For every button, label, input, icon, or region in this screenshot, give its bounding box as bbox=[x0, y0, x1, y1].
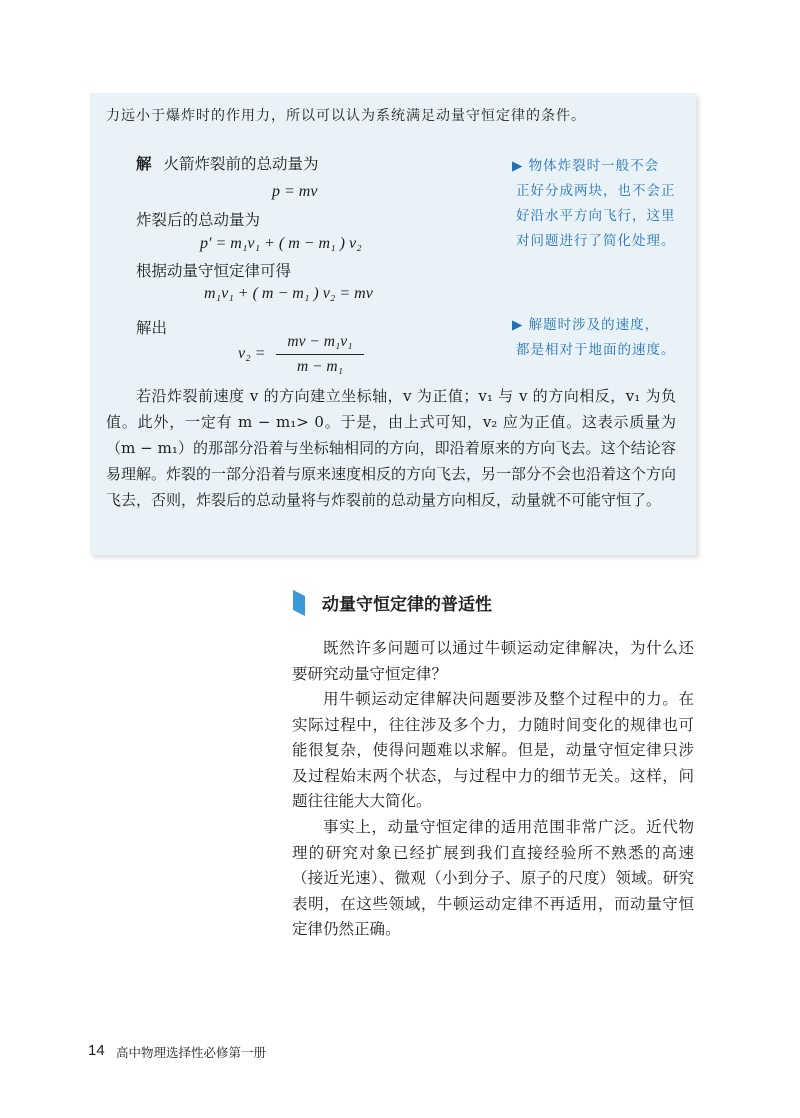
equation-1: p = mv bbox=[272, 183, 318, 200]
side-note-1-line-2: 正好分成两块，也不会正 bbox=[516, 183, 676, 199]
box-discussion-paragraph: 若沿炸裂前速度 v 的方向建立坐标轴，v 为正值；v₁ 与 v 的方向相反，v₁ 为负值。此外，一定有 m − m₁> 0。于是，由上式可知，v₂ 应为正值。这表示质量为（m − m₁）的那部分沿着与坐标轴相同的方向，即沿着原来的方向飞去。这个结论容易理解。炸裂的一部分沿着与原来速度相反的方向飞去，另一部分不会也沿着这个方向飞去，否则，炸裂后的总动量将与炸裂前的总动量方向相反，动量就不可能守恒了。 bbox=[106, 387, 677, 509]
equation-4-lhs: v₂ = bbox=[238, 345, 266, 362]
solution-step-4: 解出 bbox=[136, 319, 168, 337]
equation-2: p′ = m₁v₁ + ( m − m₁ ) v₂ bbox=[200, 235, 362, 252]
section-paragraph-2: 用牛顿运动定律解决问题要涉及整个过程中的力。在实际过程中，往往涉及多个力，力随时间变化的规律也可能很复杂，使得问题难以求解。但是，动量守恒定律只涉及过程始末两个状态，与过程中力的细节无关。这样，问题往往能大大简化。 bbox=[292, 690, 694, 810]
page-number: 14 bbox=[88, 1042, 105, 1059]
step1-text: 火箭炸裂前的总动量为 bbox=[163, 155, 319, 173]
section-marker-icon bbox=[293, 590, 305, 616]
section-title: 动量守恒定律的普适性 bbox=[322, 595, 492, 615]
box-intro: 力远小于爆炸时的作用力，所以可以认为系统满足动量守恒定律的条件。 bbox=[106, 108, 586, 124]
section-paragraph-3: 事实上，动量守恒定律的适用范围非常广泛。近代物理的研究对象已经扩展到我们直接经验所不熟悉的高速（接近光速）、微观（小到分子、原子的尺度）领域。研究表明，在这些领域，牛顿运动定律不再适用，而动量守恒定律仍然正确。 bbox=[292, 818, 694, 938]
side-note-1-line-4: 对问题进行了简化处理。 bbox=[516, 233, 676, 249]
solution-step-3: 根据动量守恒定律可得 bbox=[136, 262, 292, 280]
equation-4-numerator: mv − m₁v₁ bbox=[287, 333, 353, 350]
solution-label: 解 bbox=[136, 154, 152, 173]
solution-step-2: 炸裂后的总动量为 bbox=[136, 211, 261, 229]
side-note-2-line-1: ▶ 解题时涉及的速度， bbox=[512, 317, 660, 333]
equation-4-denominator: m − m₁ bbox=[297, 358, 343, 375]
fraction-bar bbox=[276, 354, 364, 355]
side-note-1-line-3: 好沿水平方向飞行，这里 bbox=[516, 208, 676, 224]
book-title: 高中物理选择性必修第一册 bbox=[116, 1045, 267, 1060]
equation-3: m₁v₁ + ( m − m₁ ) v₂ = mv bbox=[204, 285, 373, 302]
side-note-1-line-1: ▶ 物体炸裂时一般不会 bbox=[512, 158, 660, 174]
section-paragraph-1: 既然许多问题可以通过牛顿运动定律解决，为什么还要研究动量守恒定律？ bbox=[292, 639, 694, 683]
side-note-2-line-2: 都是相对于地面的速度。 bbox=[516, 342, 676, 358]
solution-step-1 bbox=[136, 152, 319, 174]
